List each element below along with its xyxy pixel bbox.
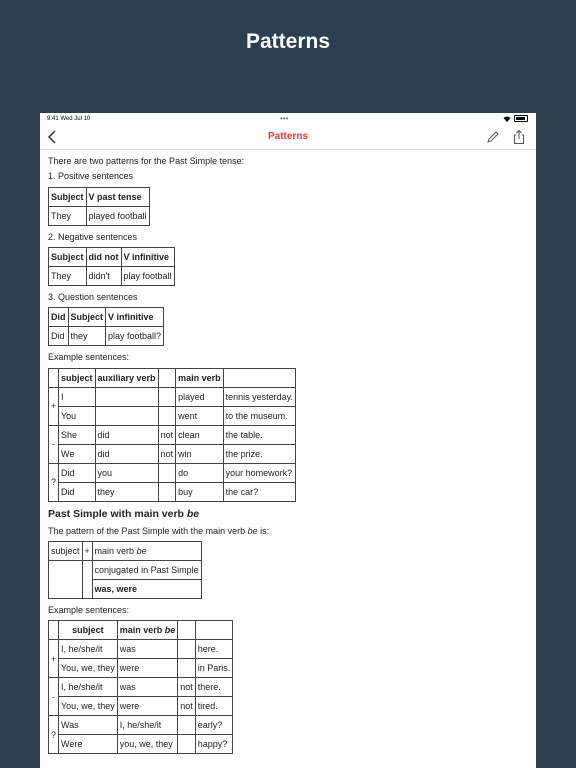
table-cell: I, he/she/it (59, 640, 118, 659)
table-cell: Did (59, 463, 96, 482)
negative-pattern-table (48, 247, 175, 286)
table-cell: in Paris. (195, 659, 233, 678)
table-cell: not (158, 425, 176, 444)
table-cell: tennis yesterday. (223, 387, 295, 406)
table-cell: your homework? (223, 463, 295, 482)
table-cell (95, 406, 158, 425)
sentence-type-mark: ? (49, 463, 59, 501)
table-cell: played football (86, 206, 149, 225)
table-header-cell (223, 368, 295, 387)
table-row (49, 463, 296, 482)
table-cell (82, 561, 92, 599)
table-cell: clean (176, 425, 224, 444)
table-cell: play football (121, 267, 174, 286)
multitask-dots[interactable]: ••• (280, 114, 289, 123)
table-cell: They (49, 206, 87, 225)
table-cell: here. (195, 640, 233, 659)
table-cell: conjugated in Past Simple (92, 561, 201, 580)
table-cell: was (117, 640, 178, 659)
table-cell: win (176, 444, 224, 463)
be-section-description: The pattern of the Past Simple with the main verb be is: (48, 525, 270, 536)
table-row (49, 735, 233, 754)
be-pattern-table (48, 541, 202, 599)
table-cell (158, 463, 176, 482)
examples2-label: Example sentences: (48, 605, 130, 616)
table-cell: the car? (223, 482, 295, 501)
table-header-cell (49, 621, 59, 640)
table-header-cell: V past tense (86, 187, 149, 206)
status-icons (503, 115, 528, 122)
lesson-content (40, 150, 536, 754)
table-cell: to the museum. (223, 406, 295, 425)
table-header-row (49, 187, 150, 206)
table-header-cell (178, 621, 196, 640)
table-cell: the prize. (223, 444, 295, 463)
table-cell (49, 561, 83, 599)
table-cell: you (95, 463, 158, 482)
sentence-type-mark: - (49, 425, 59, 463)
table-cell: they (68, 327, 106, 346)
examples-table-be (48, 620, 233, 754)
section1-heading: 1. Positive sentences (48, 171, 134, 182)
sentence-type-mark: + (49, 640, 59, 678)
table-header-cell: Subject (49, 187, 87, 206)
table-cell: not (158, 444, 176, 463)
table-header-cell: auxiliary verb (95, 368, 158, 387)
table-row (49, 716, 233, 735)
table-cell: played (176, 387, 224, 406)
sentence-type-mark: + (49, 387, 59, 425)
navigation-bar (40, 125, 536, 150)
table-cell: Was (59, 716, 118, 735)
table-header-cell: subject (59, 368, 96, 387)
table-cell: tired. (195, 697, 233, 716)
table-cell: didn't (86, 267, 121, 286)
table-cell (158, 482, 176, 501)
table-cell: play football? (106, 327, 164, 346)
table-cell: You, we, they (59, 697, 118, 716)
table-cell: She (59, 425, 96, 444)
table-cell: subject (49, 542, 83, 561)
table-cell (178, 640, 196, 659)
status-time: 9:41 Wed Jul 10 (47, 116, 91, 122)
table-header-cell: main verb (176, 368, 224, 387)
table-row (49, 206, 150, 225)
table-cell: main verb be (92, 542, 201, 561)
table-cell: early? (195, 716, 233, 735)
table-cell (95, 387, 158, 406)
table-header-cell: subject (59, 621, 118, 640)
table-row (49, 678, 233, 697)
table-cell (158, 387, 176, 406)
table-row (49, 482, 296, 501)
table-cell: did (95, 425, 158, 444)
table-cell: I, he/she/it (117, 716, 178, 735)
table-header-row (49, 248, 175, 267)
table-cell: were (117, 659, 178, 678)
examples-table-past-simple (48, 368, 296, 502)
table-cell: You, we, they (59, 659, 118, 678)
table-row (49, 659, 233, 678)
table-cell: not (178, 697, 196, 716)
positive-pattern-table (48, 187, 150, 226)
table-row (49, 697, 233, 716)
device-screen (40, 113, 536, 768)
table-header-cell: Subject (49, 248, 87, 267)
table-header-cell: Subject (68, 308, 106, 327)
examples1-label: Example sentences: (48, 352, 130, 363)
table-cell: happy? (195, 735, 233, 754)
table-row (49, 387, 296, 406)
wifi-icon (503, 116, 511, 122)
sentence-type-mark: ? (49, 716, 59, 754)
intro-text: There are two patterns for the Past Simple tense: (48, 156, 245, 166)
section3-heading: 3. Question sentences (48, 292, 138, 303)
page-banner-title: Patterns (245, 30, 331, 53)
table-header-cell: V infinitive (121, 248, 174, 267)
table-cell: went (176, 406, 224, 425)
sentence-type-mark: - (49, 678, 59, 716)
table-cell: We (59, 444, 96, 463)
table-header-row (49, 368, 296, 387)
table-row (49, 444, 296, 463)
nav-title: Patterns (267, 131, 308, 142)
table-cell (158, 406, 176, 425)
table-header-cell (195, 621, 233, 640)
table-cell: buy (176, 482, 224, 501)
table-header-cell: main verb be (117, 621, 178, 640)
table-cell: there. (195, 678, 233, 697)
share-icon[interactable] (512, 129, 526, 145)
table-cell: Were (59, 735, 118, 754)
table-row (49, 640, 233, 659)
table-cell: was (117, 678, 178, 697)
question-pattern-table (48, 307, 164, 346)
table-cell: I, he/she/it (59, 678, 118, 697)
table-cell: did (95, 444, 158, 463)
battery-icon (514, 115, 528, 122)
table-cell: I (59, 387, 96, 406)
table-cell: Did (59, 482, 96, 501)
table-cell (178, 735, 196, 754)
table-header-cell: Did (49, 308, 69, 327)
be-section-heading: Past Simple with main verb be (48, 507, 200, 520)
table-cell: were (117, 697, 178, 716)
table-cell (178, 716, 196, 735)
table-row (49, 425, 296, 444)
table-cell: the table. (223, 425, 295, 444)
table-cell (178, 659, 196, 678)
section2-heading: 2. Negative sentences (48, 231, 138, 242)
pencil-icon[interactable] (486, 130, 500, 144)
table-row (49, 267, 175, 286)
status-bar (40, 113, 536, 125)
table-row (49, 327, 164, 346)
table-cell: they (95, 482, 158, 501)
table-cell: Did (49, 327, 69, 346)
table-cell: not (178, 678, 196, 697)
table-row (49, 542, 202, 561)
table-cell: was, were (92, 580, 201, 599)
table-header-cell (158, 368, 176, 387)
table-cell: You (59, 406, 96, 425)
table-row (49, 406, 296, 425)
table-cell: you, we, they (117, 735, 178, 754)
table-header-cell: V infinitive (106, 308, 164, 327)
table-cell: do (176, 463, 224, 482)
table-header-row (49, 308, 164, 327)
table-header-cell (49, 368, 59, 387)
table-header-cell: did not (86, 248, 121, 267)
table-cell: + (82, 542, 92, 561)
table-cell: They (49, 267, 87, 286)
table-row (49, 561, 202, 580)
table-header-row (49, 621, 233, 640)
